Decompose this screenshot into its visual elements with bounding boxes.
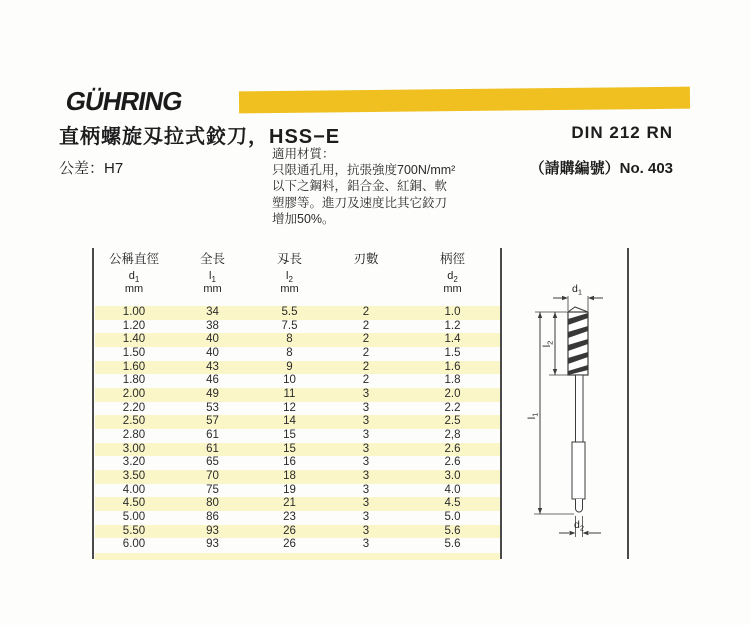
table-cell: 93 <box>206 538 219 551</box>
table-cell: 6.00 <box>122 538 146 551</box>
table-cell: 18 <box>283 470 296 483</box>
table-row <box>95 484 500 498</box>
column-symbol: $d_1$ <box>128 270 140 285</box>
table-cell: 2 <box>362 360 370 373</box>
table-cell: 7.5 <box>281 319 298 332</box>
column-unit: mm <box>280 283 299 295</box>
table-cell: 57 <box>206 415 219 428</box>
table-cell: 80 <box>206 497 219 510</box>
table-row <box>95 443 500 457</box>
table-cell: 5.00 <box>122 511 146 524</box>
order-number-label: （請購編號）No. 403 <box>529 160 673 177</box>
table-cell: 12 <box>283 401 296 414</box>
table-cell: 43 <box>206 360 219 373</box>
table-cell: 75 <box>206 483 219 496</box>
d2-dimension <box>559 516 601 537</box>
reamer-outline <box>568 307 588 512</box>
table-symbol-row <box>95 270 500 283</box>
table-row <box>95 525 500 539</box>
column-symbol <box>327 270 405 283</box>
table-cell: 3 <box>362 401 370 414</box>
table-row <box>95 538 500 552</box>
table-tail-stripe <box>95 553 500 560</box>
table-unit-row <box>95 283 500 295</box>
table-cell: 3 <box>362 442 370 455</box>
table-cell: 10 <box>283 374 296 387</box>
table-row <box>95 333 500 347</box>
table-cell: 38 <box>206 319 219 332</box>
column-header: 刄長 <box>276 252 302 266</box>
material-note-line: 只限通孔用，抗張強度700N/mm² <box>272 163 456 178</box>
table-row <box>95 374 500 388</box>
table-cell: 15 <box>283 429 296 442</box>
table-cell: 2.6 <box>444 442 461 455</box>
table-cell: 1.20 <box>122 319 146 332</box>
material-note-line: 增加50%。 <box>272 211 335 226</box>
table-cell: 3 <box>362 388 370 401</box>
table-cell: 61 <box>206 429 219 442</box>
l2-dimension-label: $l_2$ <box>541 340 555 348</box>
table-cell: 21 <box>283 497 296 510</box>
table-cell: 2.5 <box>444 415 461 428</box>
tolerance-label: 公差：H7 <box>59 160 124 177</box>
table-cell: 23 <box>283 511 296 524</box>
table-cell: 5.6 <box>444 538 461 551</box>
d1-dimension-label: $d_1$ <box>571 283 583 297</box>
table-header-row <box>95 250 500 270</box>
material-note-line: 以下之鋼料，鋁合金、紅銅、軟 <box>272 179 448 194</box>
table-row <box>95 415 500 429</box>
spec-table <box>95 250 500 560</box>
table-cell: 5.50 <box>122 524 146 537</box>
material-note-line: 塑膠等。進刀及速度比其它鉸刀 <box>272 195 448 210</box>
material-note <box>272 146 497 227</box>
d1-dimension <box>553 283 603 311</box>
table-cell: 2 <box>362 319 370 332</box>
page-title: 直柄螺旋刄拉式鉸刀，HSS−E <box>59 126 341 148</box>
table-row <box>95 306 500 320</box>
column-symbol: $d_2$ <box>447 270 458 285</box>
table-row <box>95 511 500 525</box>
table-cell: 2 <box>362 374 370 387</box>
table-cell: 3 <box>362 470 370 483</box>
table-body <box>95 306 500 552</box>
table-row <box>95 320 500 334</box>
table-cell: 93 <box>206 524 219 537</box>
table-cell: 2 <box>362 306 370 318</box>
table-cell: 3 <box>362 456 370 469</box>
table-cell: 3.0 <box>444 470 461 483</box>
table-cell: 4.00 <box>122 483 146 496</box>
table-cell: 5.0 <box>444 511 461 524</box>
table-cell: 1.60 <box>122 360 146 373</box>
guhring-logo: GÜHRING <box>63 86 185 116</box>
table-cell: 1.00 <box>122 306 146 318</box>
material-note-line: 適用材質： <box>272 147 335 161</box>
l1-dimension-label: $l_1$ <box>526 412 540 420</box>
table-cell: 4.0 <box>444 483 461 496</box>
table-cell: 1.0 <box>444 306 461 318</box>
table-cell: 8 <box>286 347 293 360</box>
column-symbol: $l_2$ <box>286 270 293 285</box>
table-row <box>95 456 500 470</box>
table-cell: 53 <box>206 401 219 414</box>
table-cell: 1.50 <box>122 347 146 360</box>
technical-drawing <box>505 252 630 558</box>
table-row <box>95 470 500 484</box>
table-cell: 2 <box>362 333 370 346</box>
table-row <box>95 347 500 361</box>
table-cell: 65 <box>206 456 219 469</box>
column-header: 全長 <box>199 252 225 266</box>
table-cell: 2.80 <box>122 429 146 442</box>
table-left-border <box>92 248 94 559</box>
table-cell: 3 <box>362 538 370 551</box>
table-cell: 40 <box>206 333 219 346</box>
table-cell: 5.6 <box>444 524 461 537</box>
table-cell: 3 <box>362 415 370 428</box>
yellow-banner <box>239 87 690 114</box>
column-header: 刃數 <box>353 252 379 266</box>
table-cell: 9 <box>286 360 293 373</box>
table-cell: 3 <box>362 524 370 537</box>
table-row <box>95 388 500 402</box>
column-symbol: $l_1$ <box>209 270 216 285</box>
table-row <box>95 429 500 443</box>
table-cell: 16 <box>283 456 296 469</box>
table-cell: 5.5 <box>281 306 298 318</box>
column-header: 公稱直徑 <box>108 252 159 266</box>
table-cell: 1.40 <box>122 333 146 346</box>
table-cell: 40 <box>206 347 219 360</box>
table-cell: 3.50 <box>122 470 146 483</box>
column-header: 柄徑 <box>439 252 465 266</box>
table-cell: 15 <box>283 442 296 455</box>
table-cell: 2.0 <box>444 388 461 401</box>
d2-dimension-label: $d_2$ <box>573 519 585 533</box>
table-cell: 3 <box>362 429 370 442</box>
table-cell: 3.20 <box>122 456 146 469</box>
table-cell: 46 <box>206 374 219 387</box>
column-unit <box>327 283 405 295</box>
din-standard-label: DIN 212 RN <box>571 123 673 142</box>
table-cell: 1.5 <box>444 347 461 360</box>
table-cell: 14 <box>283 415 296 428</box>
table-cell: 2.00 <box>122 388 146 401</box>
table-cell: 26 <box>283 538 296 551</box>
table-cell: 3 <box>362 497 370 510</box>
table-row <box>95 497 500 511</box>
table-row <box>95 361 500 375</box>
table-cell: 19 <box>283 483 296 496</box>
table-cell: 1.4 <box>444 333 461 346</box>
table-cell: 4.5 <box>444 497 461 510</box>
table-cell: 8 <box>286 333 293 346</box>
table-cell: 1.2 <box>444 319 461 332</box>
table-cell: 11 <box>283 388 296 401</box>
table-cell: 61 <box>206 442 219 455</box>
table-right-border <box>500 248 502 559</box>
table-cell: 2.6 <box>444 456 461 469</box>
table-cell: 2.2 <box>444 401 461 414</box>
table-cell: 4.50 <box>122 497 146 510</box>
column-unit: mm <box>203 283 222 295</box>
table-cell: 49 <box>206 388 219 401</box>
table-cell: 1.8 <box>444 374 461 387</box>
table-cell: 3 <box>362 483 370 496</box>
table-cell: 2 <box>362 347 370 360</box>
table-cell: 2,8 <box>444 429 461 442</box>
table-cell: 86 <box>206 511 219 524</box>
table-cell: 3.00 <box>122 442 146 455</box>
table-cell: 3 <box>362 511 370 524</box>
table-cell: 1.6 <box>444 360 461 373</box>
table-cell: 2.20 <box>122 401 146 414</box>
table-cell: 34 <box>206 306 219 318</box>
table-cell: 2.50 <box>122 415 146 428</box>
column-unit: mm <box>124 283 144 295</box>
table-row <box>95 402 500 416</box>
column-unit: mm <box>443 283 462 295</box>
table-cell: 26 <box>283 524 296 537</box>
table-cell: 70 <box>206 470 219 483</box>
table-cell: 1.80 <box>122 374 146 387</box>
